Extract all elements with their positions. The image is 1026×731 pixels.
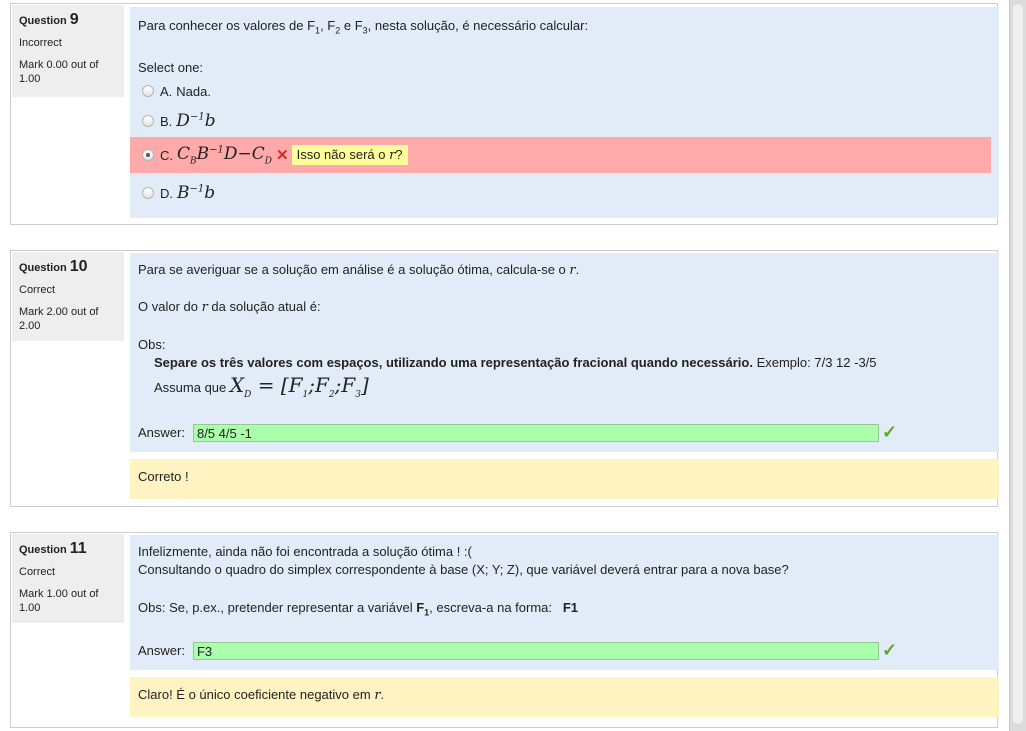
question-info (12, 5, 124, 97)
answer-input[interactable]: F3 (193, 642, 879, 660)
question-number: Question 11 (19, 540, 87, 557)
answer-label: Answer: (138, 425, 185, 440)
option-b[interactable]: B. $D^{-1}b$ (130, 103, 991, 139)
option-d[interactable]: D. $B^{-1}b$ (130, 175, 991, 211)
option-c-formula: $C_BB^{-1}D-C_D$ (177, 143, 272, 167)
question-text-line2: O valor do r da solução atual é: (138, 299, 321, 315)
question-state: Correct (19, 284, 56, 296)
radio-button[interactable] (142, 85, 154, 97)
feedback-text: Correto ! (138, 469, 189, 484)
select-one-prompt: Select one: (138, 60, 204, 75)
option-c[interactable]: C. $C_BB^{-1}D-C_D$ ✕ Isso não será o r? (130, 137, 991, 173)
question-state: Correct (19, 566, 56, 578)
correct-check-icon: ✓ (881, 640, 898, 660)
feedback-box (130, 677, 999, 717)
question-state: Incorrect (19, 37, 62, 49)
question-10 (10, 250, 998, 507)
feedback-tooltip: Isso não será o r? (292, 145, 408, 165)
answer-label: Answer: (138, 643, 185, 658)
radio-button-selected[interactable] (142, 149, 154, 161)
obs-label: Obs: (138, 337, 166, 352)
question-grade: Mark 2.00 out of 2.00 (19, 306, 99, 332)
correct-check-icon: ✓ (881, 422, 898, 442)
question-number: Question 10 (19, 258, 88, 275)
incorrect-icon: ✕ (276, 147, 289, 164)
question-grade: Mark 1.00 out of 1.00 (19, 588, 99, 614)
answer-row (138, 422, 897, 443)
feedback-box (130, 459, 999, 499)
radio-button[interactable] (142, 187, 154, 199)
obs-text: Obs: Se, p.ex., pretender representar a variável $F_1$, escreva-a na forma: F1 (138, 600, 579, 618)
answer-row (138, 640, 897, 661)
scrollbar-thumb[interactable] (1013, 4, 1023, 724)
question-number: Question 9 (19, 11, 79, 28)
question-text: Para conhecer os valores de $F_1$, $F_2$ e $F_3$, nesta solução, é necessário calcular: (138, 18, 589, 36)
option-d-formula: $B^{-1}b$ (177, 183, 216, 203)
question-info (12, 252, 124, 341)
option-b-formula: $D^{-1}b$ (176, 111, 216, 131)
question-info (12, 534, 124, 623)
radio-button[interactable] (142, 115, 154, 127)
question-9 (10, 3, 998, 225)
question-text-line1: Infelizmente, ainda não foi encontrada a solução ótima ! :( (138, 544, 472, 559)
answer-input[interactable]: 8/5 4/5 -1 (193, 424, 879, 442)
question-formulation (130, 7, 999, 218)
question-11 (10, 532, 998, 728)
vertical-scrollbar[interactable] (1009, 0, 1026, 731)
question-formulation (130, 253, 999, 452)
question-grade: Mark 0.00 out of 1.00 (19, 59, 99, 85)
question-text-line2: Consultando o quadro do simplex correspondente à base (X; Y; Z), que variável deverá entrar para a nova base? (138, 562, 789, 577)
question-text-line1: Para se averiguar se a solução em análise é a solução ótima, calcula-se o r. (138, 262, 580, 278)
question-formulation (130, 535, 999, 670)
instruction-text: Separe os três valores com espaços, utilizando uma representação fracional quando necessário. Exemplo: 7/3 12 -3/5 (154, 355, 877, 370)
feedback-text: Claro! É o único coeficiente negativo em r. (138, 687, 385, 703)
assumption-text: Assuma que $X_D$ = $[F_1;F_2;F_3]$ (154, 373, 369, 400)
option-a[interactable]: A. Nada. (130, 73, 991, 109)
